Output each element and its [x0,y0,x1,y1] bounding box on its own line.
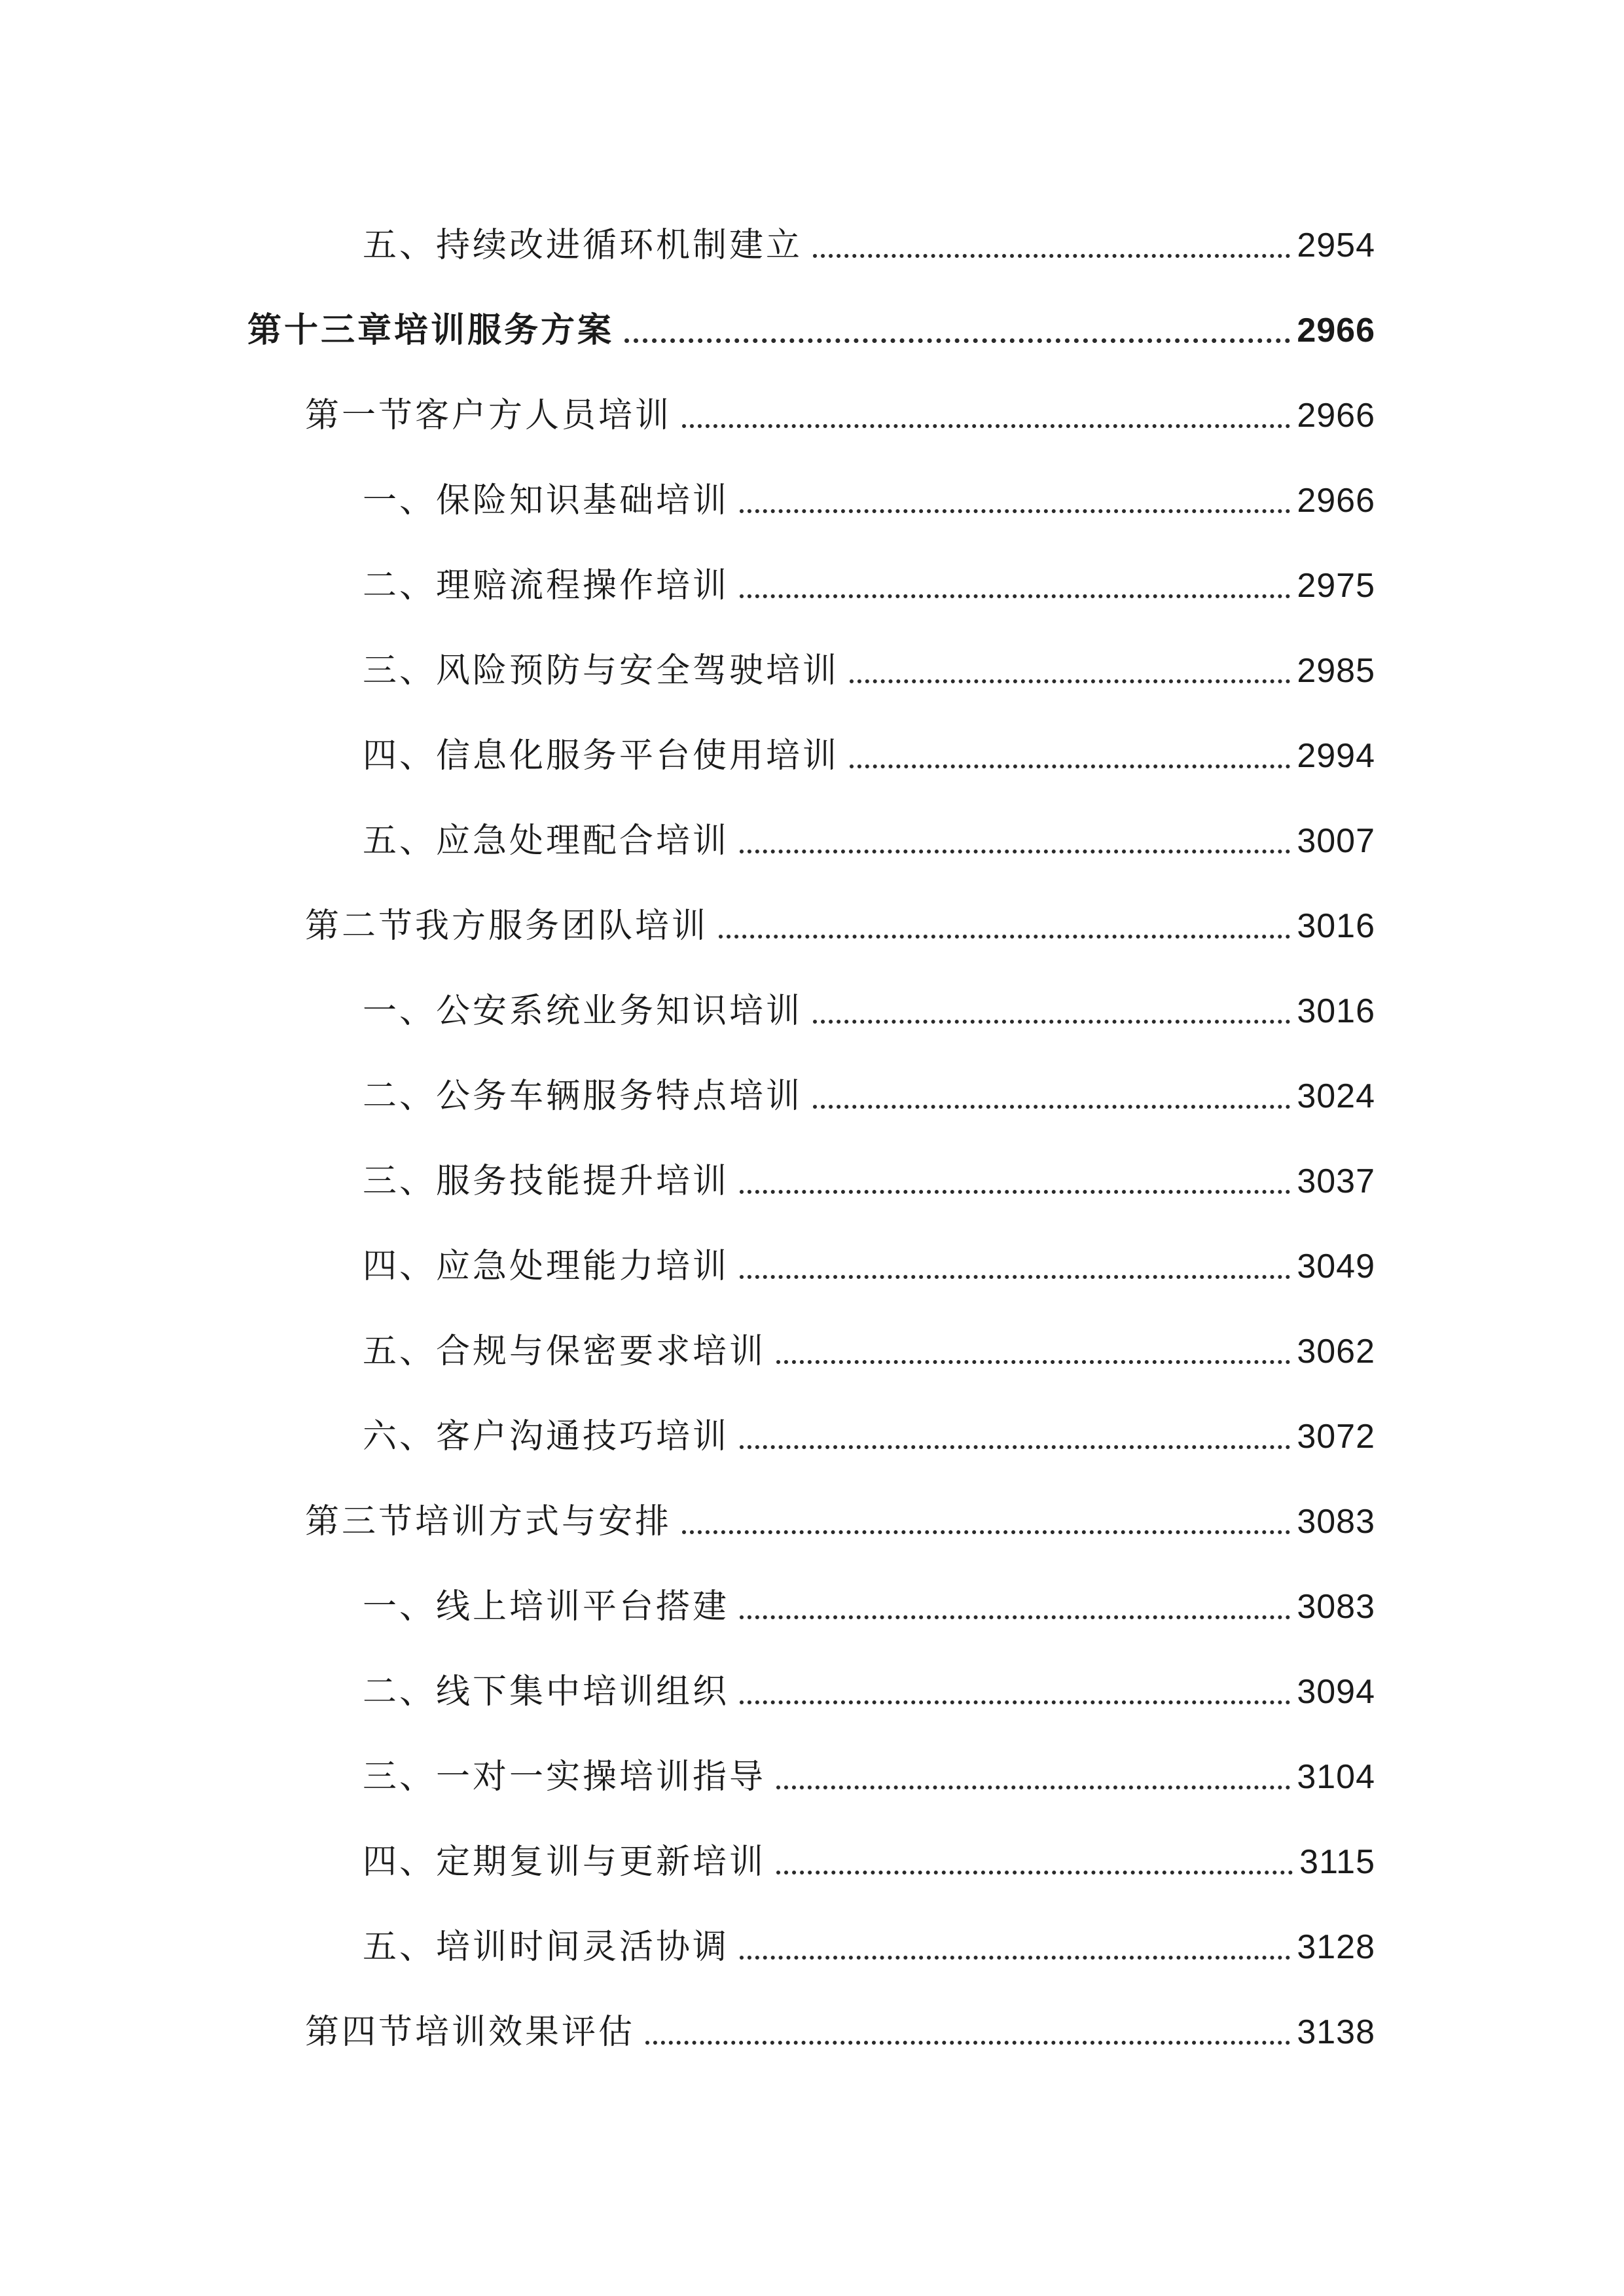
toc-entry-title: 六、客户沟通技巧培训 [363,1417,730,1456]
toc-entry-page: 3007 [1297,822,1375,860]
toc-entry-page: 2954 [1297,226,1375,264]
toc-entry-page: 2975 [1297,567,1375,605]
toc-entry[interactable] [363,1067,1375,1119]
toc-dot-leader [740,509,1290,513]
toc-entry-page: 3016 [1297,907,1375,945]
toc-entry[interactable] [363,726,1375,779]
toc-entry[interactable] [363,982,1375,1034]
toc-entry-page: 2994 [1297,737,1375,775]
toc-entry[interactable] [363,216,1375,268]
toc-entry-title: 一、公安系统业务知识培训 [363,992,803,1031]
toc-entry-title: 二、理赔流程操作培训 [363,566,730,605]
toc-entry-title: 三、一对一实操培训指导 [363,1757,767,1797]
toc-entry-section[interactable] [305,897,1375,949]
toc-entry[interactable] [363,1833,1375,1885]
toc-dot-leader [813,1105,1290,1109]
toc-entry-title: 第十三章培训服务方案 [247,311,615,350]
toc-entry[interactable] [363,1748,1375,1800]
toc-dot-leader [740,1700,1290,1704]
toc-entry-title: 四、定期复训与更新培训 [363,1842,767,1882]
toc-entry-chapter[interactable] [247,301,1375,353]
toc-dot-leader [813,254,1290,258]
toc-entry-page: 3094 [1297,1673,1375,1711]
toc-entry[interactable] [363,1918,1375,1970]
toc-dot-leader [624,338,1290,343]
toc-dot-leader [740,1445,1290,1449]
toc-dot-leader [776,1360,1290,1364]
toc-dot-leader [682,424,1290,428]
toc-entry-page: 3062 [1297,1333,1375,1371]
toc-entry-title: 第一节客户方人员培训 [305,396,672,435]
toc-entry-title: 四、信息化服务平台使用培训 [363,736,840,776]
toc-entry-title: 三、服务技能提升培训 [363,1162,730,1201]
toc-entry[interactable] [363,1577,1375,1630]
toc-entry-title: 五、培训时间灵活协调 [363,1928,730,1967]
toc-entry-page: 3072 [1297,1418,1375,1456]
toc-entry-title: 二、公务车辆服务特点培训 [363,1077,803,1116]
toc-entry-page: 3138 [1297,2013,1375,2051]
toc-entry-section[interactable] [305,386,1375,439]
toc-entry-title: 一、线上培训平台搭建 [363,1587,730,1626]
toc-dot-leader [850,679,1290,683]
toc-entry[interactable] [363,1237,1375,1289]
toc-entry-title: 四、应急处理能力培训 [363,1247,730,1286]
toc-entry[interactable] [363,1322,1375,1374]
toc-entry-page: 3083 [1297,1503,1375,1541]
toc-entry-title: 第四节培训效果评估 [305,2013,636,2052]
toc-entry-title: 第二节我方服务团队培训 [305,906,709,946]
toc-dot-leader [813,1020,1290,1024]
toc-entry-title: 第三节培训方式与安排 [305,1502,672,1541]
toc-entry[interactable] [363,1662,1375,1715]
toc-entry-title: 二、线下集中培训组织 [363,1672,730,1712]
toc-dot-leader [776,1785,1290,1789]
toc-entry[interactable] [363,556,1375,609]
toc-entry-page: 3128 [1297,1928,1375,1966]
toc-entry-section[interactable] [305,2003,1375,2055]
toc-entry[interactable] [363,1407,1375,1460]
toc-entry-page: 3016 [1297,992,1375,1030]
toc-dot-leader [740,1956,1290,1960]
toc-dot-leader [719,935,1290,939]
toc-entry[interactable] [363,812,1375,864]
toc-dot-leader [645,2041,1290,2045]
toc-dot-leader [850,764,1290,768]
toc-dot-leader [740,850,1290,853]
toc-dot-leader [776,1871,1293,1874]
toc-entry[interactable] [363,1152,1375,1204]
toc-entry[interactable] [363,471,1375,524]
toc-entry-page: 2985 [1297,652,1375,690]
toc-entry-page: 3049 [1297,1247,1375,1285]
toc-entry-page: 3037 [1297,1162,1375,1200]
toc-entry-page: 3083 [1297,1588,1375,1626]
toc-dot-leader [682,1530,1290,1534]
toc-entry-title: 一、保险知识基础培训 [363,481,730,520]
toc-entry-page: 3024 [1297,1077,1375,1115]
toc-dot-leader [740,1615,1290,1619]
toc-entry-page: 3115 [1299,1843,1375,1881]
toc-dot-leader [740,1275,1290,1279]
toc-entry-section[interactable] [305,1492,1375,1545]
toc-entry-title: 五、应急处理配合培训 [363,821,730,861]
toc-entry[interactable] [363,641,1375,694]
toc-dot-leader [740,594,1290,598]
toc-entry-title: 五、持续改进循环机制建立 [363,226,803,265]
toc-dot-leader [740,1190,1290,1194]
toc-entry-page: 2966 [1297,397,1375,435]
toc-entry-page: 2966 [1297,312,1375,350]
toc-entry-page: 2966 [1297,482,1375,520]
toc-entry-page: 3104 [1297,1758,1375,1796]
toc-entry-title: 三、风险预防与安全驾驶培训 [363,651,840,691]
toc-entry-title: 五、合规与保密要求培训 [363,1332,767,1371]
